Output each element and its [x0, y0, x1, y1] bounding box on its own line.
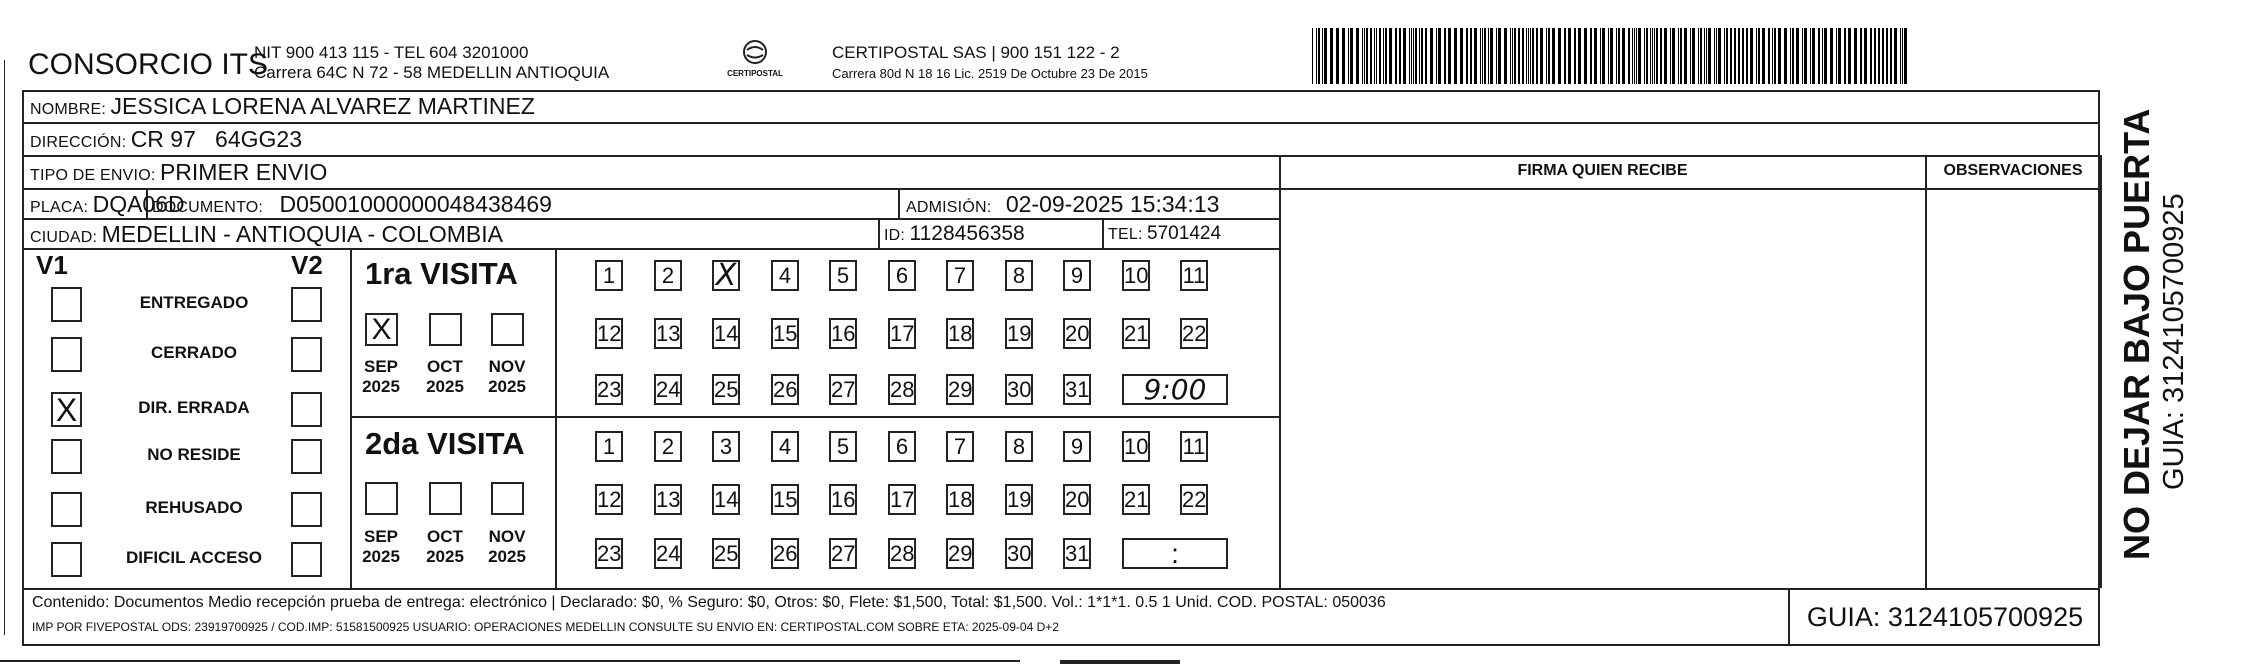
- barcode-bar: [1356, 28, 1359, 84]
- day-checkbox[interactable]: 10: [1122, 431, 1150, 462]
- day-checkbox[interactable]: 8: [1005, 431, 1033, 462]
- day-checkbox[interactable]: 1: [595, 431, 623, 462]
- barcode-bar: [1904, 28, 1907, 84]
- courier-address: Carrera 80d N 18 16 Lic. 2519 De Octubre 23 De 2015: [832, 66, 1148, 81]
- documento-label: DOCUMENTO:: [152, 199, 264, 216]
- barcode-bar: [1383, 28, 1384, 84]
- barcode-bar: [1836, 28, 1837, 84]
- barcode-bar: [1330, 28, 1333, 84]
- day-checkbox[interactable]: 31: [1063, 538, 1091, 569]
- barcode-bar: [1634, 28, 1635, 84]
- barcode-bar: [1336, 28, 1339, 84]
- barcode-bar: [1838, 28, 1841, 84]
- barcode-bar: [1902, 28, 1903, 84]
- day-checkbox[interactable]: 16: [829, 484, 857, 515]
- day-checkbox[interactable]: 24: [654, 374, 682, 405]
- day-checkbox[interactable]: 5: [829, 260, 857, 291]
- barcode-bar: [1758, 28, 1760, 84]
- status-label: NO RESIDE: [147, 445, 241, 464]
- month-name: OCT: [427, 527, 463, 546]
- barcode-bar: [1430, 28, 1433, 84]
- day-checkbox[interactable]: 7: [946, 260, 974, 291]
- barcode-bar: [1411, 28, 1412, 84]
- footer-print-info: IMP POR FIVEPOSTAL ODS: 23919700925 / COD.IMP: 51581500925 USUARIO: OPERACIONES MEDELLIN CONSULTE SU ENVIO EN: CERTIPOSTAL.COM SOBRE ETA: 2025-09-04 D+2: [32, 620, 1059, 634]
- day-checkbox[interactable]: 5: [829, 431, 857, 462]
- day-checkbox[interactable]: 25: [712, 374, 740, 405]
- side-warning: NO DEJAR BAJO PUERTA: [2116, 108, 2157, 560]
- barcode-bar: [1818, 28, 1820, 84]
- day-checkbox[interactable]: 19: [1005, 318, 1033, 349]
- barcode-bar: [1546, 28, 1547, 84]
- day-checkbox[interactable]: 29: [946, 538, 974, 569]
- barcode-bar: [1438, 28, 1441, 84]
- month-checkbox[interactable]: [491, 482, 524, 515]
- barcode-bar: [1350, 28, 1353, 84]
- barcode-bar: [1810, 28, 1811, 84]
- barcode-bar: [1716, 28, 1717, 84]
- tel-value: 5701424: [1147, 223, 1222, 244]
- day-checkbox[interactable]: 4: [771, 260, 799, 291]
- company-name: CONSORCIO ITS: [28, 48, 269, 81]
- month-label: [355, 527, 407, 567]
- barcode-bar: [1470, 28, 1472, 84]
- day-checkbox[interactable]: 11: [1180, 260, 1208, 291]
- barcode-bar: [1678, 28, 1679, 84]
- barcode-bar: [1804, 28, 1807, 84]
- day-checkbox[interactable]: 21: [1122, 318, 1150, 349]
- day-checkbox[interactable]: 28: [888, 538, 916, 569]
- month-checkbox[interactable]: [429, 482, 462, 515]
- barcode-bar: [1578, 28, 1581, 84]
- barcode-bar: [1590, 28, 1592, 84]
- barcode-bar: [1734, 28, 1736, 84]
- barcode-bar: [1750, 28, 1753, 84]
- month-checkbox[interactable]: [491, 313, 524, 346]
- barcode-bar: [1512, 28, 1513, 84]
- barcode-bar: [1746, 28, 1748, 84]
- barcode-bar: [1374, 28, 1375, 84]
- barcode-bar: [1466, 28, 1468, 84]
- day-checkbox[interactable]: 21: [1122, 484, 1150, 515]
- barcode-bar: [1784, 28, 1787, 84]
- logo-text: CERTIPOSTAL: [727, 69, 783, 78]
- v1-checkbox[interactable]: X: [51, 392, 82, 427]
- barcode-bar: [1664, 28, 1667, 84]
- status-label: DIFICIL ACCESO: [125, 548, 262, 567]
- barcode-bar: [1812, 28, 1815, 84]
- day-checkbox[interactable]: 27: [829, 538, 857, 569]
- id-value: 1128456358: [909, 222, 1025, 245]
- barcode-bar: [1600, 28, 1601, 84]
- day-checkbox[interactable]: 18: [946, 318, 974, 349]
- barcode-bar: [1870, 28, 1872, 84]
- barcode-bar: [1530, 28, 1531, 84]
- day-checkbox[interactable]: 8: [1005, 260, 1033, 291]
- barcode: [1312, 28, 1912, 84]
- v1-checkbox[interactable]: [51, 287, 82, 322]
- v1-checkbox[interactable]: [51, 337, 82, 372]
- day-checkbox[interactable]: 14: [712, 318, 740, 349]
- month-name: OCT: [427, 357, 463, 376]
- day-checkbox[interactable]: 18: [946, 484, 974, 515]
- month-checkbox[interactable]: [429, 313, 462, 346]
- barcode-bar: [1854, 28, 1857, 84]
- barcode-bar: [1860, 28, 1862, 84]
- barcode-bar: [1886, 28, 1888, 84]
- day-checkbox[interactable]: 31: [1063, 374, 1091, 405]
- observaciones-header: OBSERVACIONES: [1943, 162, 2083, 179]
- barcode-bar: [1610, 28, 1613, 84]
- barcode-bar: [1552, 28, 1555, 84]
- barcode-bar: [1548, 28, 1550, 84]
- day-checkbox[interactable]: 15: [771, 318, 799, 349]
- barcode-bar: [1708, 28, 1711, 84]
- barcode-bar: [1698, 28, 1699, 84]
- day-checkbox[interactable]: 6: [888, 260, 916, 291]
- barcode-bar: [1482, 28, 1483, 84]
- barcode-bar: [1684, 28, 1687, 84]
- barcode-bar: [1370, 28, 1372, 84]
- barcode-bar: [1602, 28, 1605, 84]
- barcode-bar: [1484, 28, 1486, 84]
- month-checkbox[interactable]: [365, 482, 398, 515]
- barcode-bar: [1316, 28, 1317, 84]
- placa-value: DQA06D: [92, 191, 185, 217]
- barcode-bar: [1395, 28, 1397, 84]
- barcode-bar: [1622, 28, 1625, 84]
- barcode-bar: [1742, 28, 1744, 84]
- day-checkbox[interactable]: 12: [595, 484, 623, 515]
- placa-label: PLACA:: [30, 199, 89, 216]
- barcode-bar: [1822, 28, 1823, 84]
- barcode-bar: [1638, 28, 1641, 84]
- day-checkbox[interactable]: 22: [1180, 318, 1208, 349]
- nombre-label: NOMBRE:: [30, 101, 107, 118]
- barcode-bar: [1848, 28, 1851, 84]
- barcode-bar: [1704, 28, 1705, 84]
- barcode-bar: [1646, 28, 1648, 84]
- barcode-bar: [1413, 28, 1414, 84]
- admision-label: ADMISIÓN:: [906, 199, 992, 216]
- barcode-bar: [1425, 28, 1427, 84]
- tel-label: TEL:: [1108, 226, 1143, 243]
- barcode-bar: [1608, 28, 1609, 84]
- barcode-bar: [1415, 28, 1417, 84]
- barcode-bar: [1362, 28, 1363, 84]
- month-name: NOV: [488, 527, 526, 546]
- status-label: ENTREGADO: [139, 293, 249, 312]
- day-checkbox[interactable]: 7: [946, 431, 974, 462]
- day-checkbox[interactable]: 16: [829, 318, 857, 349]
- barcode-bar: [1389, 28, 1392, 84]
- barcode-bar: [1366, 28, 1368, 84]
- barcode-bar: [1632, 28, 1633, 84]
- ciudad-label: CIUDAD:: [30, 229, 98, 246]
- barcode-bar: [1714, 28, 1715, 84]
- barcode-bar: [1882, 28, 1884, 84]
- day-checkbox[interactable]: 26: [771, 538, 799, 569]
- month-year: 2025: [362, 547, 400, 566]
- barcode-bar: [1672, 28, 1675, 84]
- barcode-bar: [1706, 28, 1707, 84]
- status-label: DIR. ERRADA: [138, 398, 250, 417]
- barcode-bar: [1802, 28, 1803, 84]
- month-label: [481, 527, 533, 567]
- month-label: [355, 357, 407, 397]
- day-checkbox[interactable]: 2: [654, 431, 682, 462]
- barcode-bar: [1792, 28, 1794, 84]
- barcode-bar: [1568, 28, 1571, 84]
- barcode-bar: [1726, 28, 1728, 84]
- barcode-bar: [1654, 28, 1655, 84]
- barcode-bar: [1385, 28, 1387, 84]
- day-checkbox[interactable]: 22: [1180, 484, 1208, 515]
- barcode-bar: [1772, 28, 1773, 84]
- month-year: 2025: [488, 377, 526, 396]
- day-checkbox[interactable]: 9: [1063, 431, 1091, 462]
- barcode-bar: [1496, 28, 1497, 84]
- barcode-bar: [1532, 28, 1534, 84]
- day-checkbox[interactable]: 29: [946, 374, 974, 405]
- barcode-bar: [1342, 28, 1345, 84]
- v2-checkbox[interactable]: [291, 287, 322, 322]
- barcode-bar: [1762, 28, 1765, 84]
- month-label: [419, 527, 471, 567]
- day-checkbox[interactable]: 23: [595, 538, 623, 569]
- barcode-bar: [1448, 28, 1451, 84]
- barcode-bar: [1518, 28, 1520, 84]
- ciudad-value: MEDELLIN - ANTIOQUIA - COLOMBIA: [101, 221, 503, 247]
- barcode-bar: [1419, 28, 1420, 84]
- tipo-envio-value: PRIMER ENVIO: [159, 159, 328, 185]
- v2-checkbox[interactable]: [291, 492, 322, 527]
- month-year: 2025: [426, 547, 464, 566]
- barcode-bar: [1890, 28, 1892, 84]
- time-field[interactable]: 9:00: [1122, 374, 1228, 405]
- barcode-bar: [1790, 28, 1791, 84]
- courier-name: CERTIPOSTAL SAS | 900 151 122 - 2: [832, 43, 1120, 62]
- barcode-bar: [1864, 28, 1867, 84]
- day-checkbox[interactable]: 12: [595, 318, 623, 349]
- v2-checkbox[interactable]: [291, 337, 322, 372]
- barcode-bar: [1324, 28, 1327, 84]
- v2-checkbox[interactable]: [291, 542, 322, 577]
- barcode-bar: [1409, 28, 1410, 84]
- month-year: 2025: [362, 377, 400, 396]
- barcode-bar: [1348, 28, 1349, 84]
- day-checkbox[interactable]: 3: [712, 431, 740, 462]
- company-nit: NIT 900 413 115 - TEL 604 3201000: [254, 43, 529, 62]
- barcode-bar: [1692, 28, 1695, 84]
- month-name: SEP: [363, 527, 399, 546]
- documento-value: D05001000000048438469: [279, 191, 552, 217]
- barcode-bar: [1730, 28, 1732, 84]
- barcode-bar: [1379, 28, 1381, 84]
- barcode-bar: [1768, 28, 1770, 84]
- month-label: [419, 357, 471, 397]
- barcode-bar: [1436, 28, 1437, 84]
- nombre-value: JESSICA LORENA ALVAREZ MARTINEZ: [110, 93, 535, 119]
- barcode-bar: [1454, 28, 1457, 84]
- day-checkbox[interactable]: 13: [654, 484, 682, 515]
- barcode-bar: [1564, 28, 1566, 84]
- month-name: SEP: [363, 357, 399, 376]
- day-checkbox[interactable]: 9: [1063, 260, 1091, 291]
- barcode-bar: [1474, 28, 1477, 84]
- v1-checkbox[interactable]: [51, 542, 82, 577]
- month-checkbox[interactable]: X: [365, 313, 398, 346]
- barcode-bar: [1376, 28, 1377, 84]
- day-checkbox[interactable]: 26: [771, 374, 799, 405]
- barcode-bar: [1756, 28, 1757, 84]
- day-checkbox[interactable]: X: [712, 260, 740, 291]
- barcode-bar: [1724, 28, 1725, 84]
- barcode-bar: [1652, 28, 1653, 84]
- admision-value: 02-09-2025 15:34:13: [1005, 191, 1220, 217]
- barcode-bar: [1830, 28, 1833, 84]
- barcode-bar: [1403, 28, 1406, 84]
- barcode-bar: [1504, 28, 1507, 84]
- month-year: 2025: [426, 377, 464, 396]
- firma-header: FIRMA QUIEN RECIBE: [1517, 162, 1688, 179]
- barcode-bar: [1644, 28, 1645, 84]
- day-checkbox[interactable]: 27: [829, 374, 857, 405]
- barcode-bar: [1690, 28, 1691, 84]
- status-label: REHUSADO: [145, 498, 243, 517]
- day-checkbox[interactable]: 2: [654, 260, 682, 291]
- company-address: Carrera 64C N 72 - 58 MEDELLIN ANTIOQUIA: [254, 63, 610, 82]
- direccion-value: CR 97 64GG23: [130, 126, 302, 152]
- v2-checkbox[interactable]: [291, 439, 322, 474]
- month-label: [481, 357, 533, 397]
- day-checkbox[interactable]: 1: [595, 260, 623, 291]
- v1-checkbox[interactable]: [51, 492, 82, 527]
- barcode-bar: [1700, 28, 1702, 84]
- barcode-bar: [1460, 28, 1463, 84]
- barcode-bar: [1574, 28, 1576, 84]
- barcode-bar: [1488, 28, 1489, 84]
- visit1-title: 1ra VISITA: [365, 256, 518, 291]
- barcode-bar: [1680, 28, 1682, 84]
- month-name: NOV: [488, 357, 526, 376]
- barcode-bar: [1514, 28, 1516, 84]
- barcode-bar: [1421, 28, 1423, 84]
- barcode-bar: [1616, 28, 1617, 84]
- barcode-bar: [1444, 28, 1446, 84]
- day-checkbox[interactable]: 17: [888, 484, 916, 515]
- time-field[interactable]: :: [1122, 538, 1228, 569]
- barcode-bar: [1900, 28, 1901, 84]
- v2-header: V2: [291, 250, 323, 280]
- tipo-envio-label: TIPO DE ENVIO:: [30, 167, 156, 184]
- barcode-bar: [1558, 28, 1561, 84]
- day-checkbox[interactable]: 6: [888, 431, 916, 462]
- barcode-bar: [1536, 28, 1538, 84]
- v1-header: V1: [36, 250, 68, 280]
- barcode-bar: [1824, 28, 1827, 84]
- barcode-bar: [1312, 28, 1313, 84]
- status-label: CERRADO: [151, 343, 237, 362]
- barcode-bar: [1656, 28, 1658, 84]
- barcode-bar: [1718, 28, 1721, 84]
- barcode-bar: [1796, 28, 1799, 84]
- barcode-bar: [1878, 28, 1880, 84]
- footer-content: Contenido: Documentos Medio recepción prueba de entrega: electrónico | Declarado: $0, % Seguro: $0, Otros: $0, Flete: $1,500, Total: $1,500. Vol.: 1*1*1. 0.5 1 Unid. COD. POSTAL: 050036: [32, 594, 1386, 611]
- day-checkbox[interactable]: 24: [654, 538, 682, 569]
- day-checkbox[interactable]: 19: [1005, 484, 1033, 515]
- day-checkbox[interactable]: 17: [888, 318, 916, 349]
- barcode-bar: [1318, 28, 1320, 84]
- barcode-bar: [1618, 28, 1620, 84]
- day-checkbox[interactable]: 20: [1063, 484, 1091, 515]
- barcode-bar: [1399, 28, 1401, 84]
- day-checkbox[interactable]: 10: [1122, 260, 1150, 291]
- barcode-bar: [1526, 28, 1527, 84]
- day-checkbox[interactable]: 11: [1180, 431, 1208, 462]
- barcode-bar: [1660, 28, 1662, 84]
- day-checkbox[interactable]: 13: [654, 318, 682, 349]
- barcode-bar: [1522, 28, 1524, 84]
- barcode-bar: [1364, 28, 1365, 84]
- day-checkbox[interactable]: 15: [771, 484, 799, 515]
- day-checkbox[interactable]: 23: [595, 374, 623, 405]
- barcode-bar: [1528, 28, 1529, 84]
- barcode-bar: [1670, 28, 1671, 84]
- day-checkbox[interactable]: 4: [771, 431, 799, 462]
- barcode-bar: [1594, 28, 1597, 84]
- day-checkbox[interactable]: 28: [888, 374, 916, 405]
- barcode-bar: [1774, 28, 1776, 84]
- day-checkbox[interactable]: 20: [1063, 318, 1091, 349]
- day-checkbox[interactable]: 14: [712, 484, 740, 515]
- barcode-bar: [1584, 28, 1587, 84]
- v1-checkbox[interactable]: [51, 439, 82, 474]
- month-year: 2025: [488, 547, 526, 566]
- barcode-bar: [1844, 28, 1846, 84]
- barcode-bar: [1510, 28, 1511, 84]
- barcode-bar: [1490, 28, 1493, 84]
- v2-checkbox[interactable]: [291, 392, 322, 427]
- barcode-bar: [1894, 28, 1897, 84]
- barcode-bar: [1480, 28, 1481, 84]
- day-checkbox[interactable]: 30: [1005, 538, 1033, 569]
- barcode-bar: [1322, 28, 1323, 84]
- day-checkbox[interactable]: 30: [1005, 374, 1033, 405]
- barcode-bar: [1874, 28, 1876, 84]
- certipostal-logo: [727, 38, 783, 84]
- barcode-bar: [1650, 28, 1651, 84]
- visit2-title: 2da VISITA: [365, 426, 525, 461]
- barcode-bar: [1636, 28, 1637, 84]
- barcode-bar: [1540, 28, 1543, 84]
- direccion-label: DIRECCIÓN:: [30, 134, 127, 151]
- barcode-bar: [1738, 28, 1740, 84]
- day-checkbox[interactable]: 25: [712, 538, 740, 569]
- id-label: ID:: [884, 227, 906, 244]
- barcode-bar: [1778, 28, 1781, 84]
- footer-guia: GUIA: 3124105700925: [1806, 602, 2084, 632]
- side-guia: GUIA: 3124105700925: [2158, 193, 2190, 490]
- barcode-bar: [1628, 28, 1630, 84]
- barcode-bar: [1498, 28, 1501, 84]
